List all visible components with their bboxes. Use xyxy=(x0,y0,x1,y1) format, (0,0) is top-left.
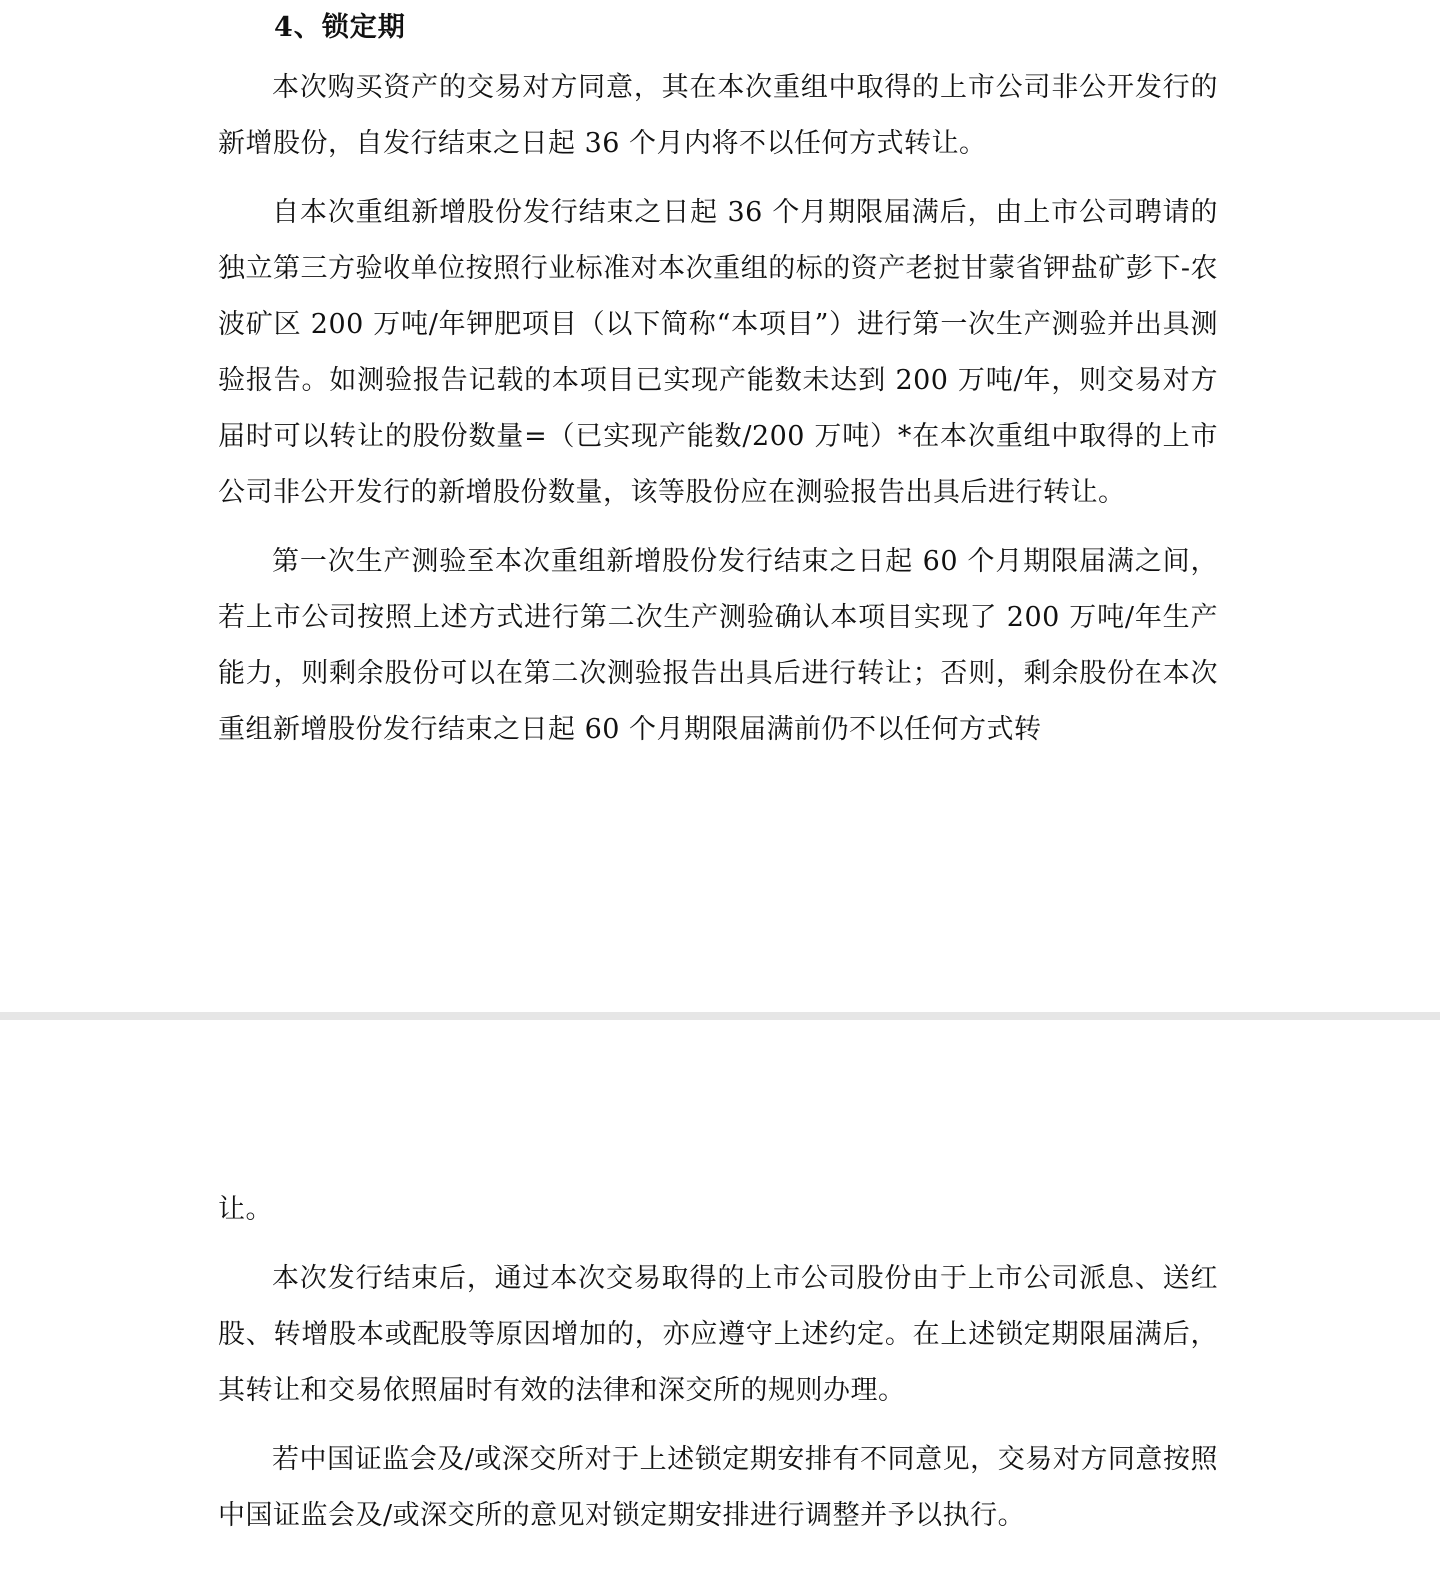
page-2-content xyxy=(218,1182,1218,1557)
section-heading: 4、锁定期 xyxy=(274,12,406,43)
document-page-2 xyxy=(0,1020,1440,1596)
paragraph-second-production-test: 第一次生产测验至本次重组新增股份发行结束之日起 60 个月期限届满之间，若上市公司按照上述方式进行第二次生产测验确认本项目实现了 200 万吨/年生产能力，则剩余股份可以在第二次测验报告出具后进行转让；否则，剩余股份在本次重组新增股份发行结束之日起 60 个月期限届满前仍不以任何方式转 xyxy=(218,546,1218,745)
paragraph-lockup-commitment: 本次购买资产的交易对方同意，其在本次重组中取得的上市公司非公开发行的新增股份，自发行结束之日起 36 个月内将不以任何方式转让。 xyxy=(218,72,1218,159)
paragraph-continuation: 让。 xyxy=(218,1194,273,1225)
page-1-content xyxy=(218,4,1218,771)
paragraph-regulator-opinion: 若中国证监会及/或深交所对于上述锁定期安排有不同意见，交易对方同意按照中国证监会及/或深交所的意见对锁定期安排进行调整并予以执行。 xyxy=(218,1444,1218,1531)
paragraph-first-production-test: 自本次重组新增股份发行结束之日起 36 个月期限届满后，由上市公司聘请的独立第三方验收单位按照行业标准对本次重组的标的资产老挝甘蒙省钾盐矿彭下-农波矿区 200 万吨/年钾肥项目（以下简称“本项目”）进行第一次生产测验并出具测验报告。如测验报告记载的本项目已实现产能数未达到 200 万吨/年，则交易对方届时可以转让的股份数量=（已实现产能数/200 万吨）*在本次重组中取得的上市公司非公开发行的新增股份数量，该等股份应在测验报告出具后进行转让。 xyxy=(218,197,1218,508)
paragraph-dividend-adjustment: 本次发行结束后，通过本次交易取得的上市公司股份由于上市公司派息、送红股、转增股本或配股等原因增加的，亦应遵守上述约定。在上述锁定期限届满后，其转让和交易依照届时有效的法律和深交所的规则办理。 xyxy=(218,1263,1218,1406)
page-separator xyxy=(0,1012,1440,1020)
